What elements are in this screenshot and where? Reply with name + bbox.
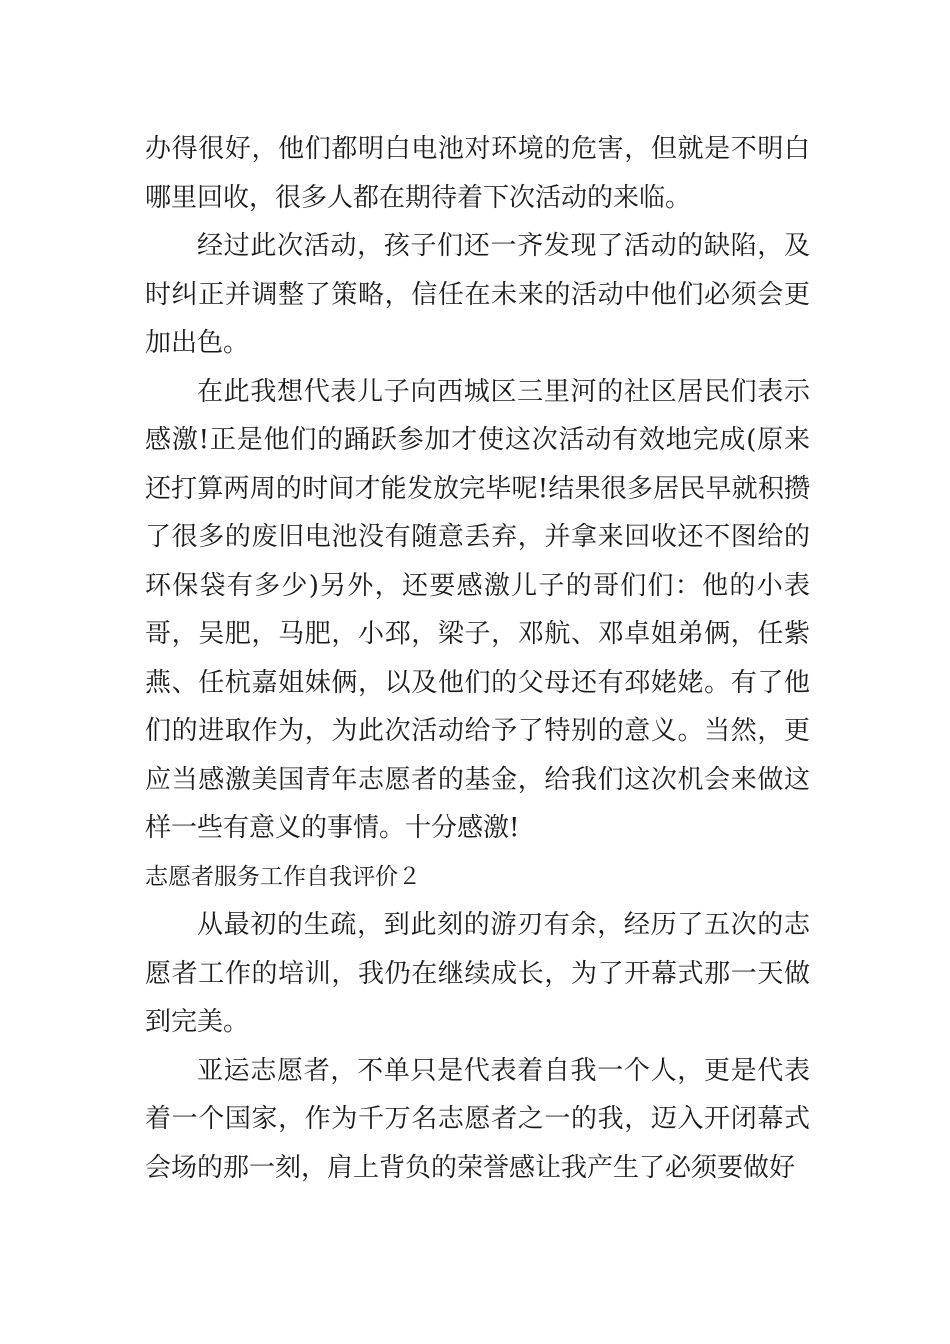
section-title: 志愿者服务工作自我评价２: [145, 863, 421, 890]
paragraph-continued: 办得很好，他们都明白电池对环境的危害，但就是不明白哪里回收，很多人都在期待着下次活动的来临。: [145, 134, 810, 213]
paragraph-asian-games-volunteer: 亚运志愿者，不单只是代表着自我一个人，更是代表着一个国家，作为千万名志愿者之一的我，迈入开闭幕式会场的那一刻，肩上背负的荣誉感让我产生了必须要做好: [145, 1055, 810, 1183]
paragraph-activity-review: 经过此次活动，孩子们还一齐发现了活动的缺陷，及时纠正并调整了策略，信任在未来的活动中他们必须会更加出色。: [145, 231, 810, 358]
paragraph-thanks: 在此我想代表儿子向西城区三里河的社区居民们表示感激!正是他们的踊跃参加才使这次活动有效地完成(原来还打算两周的时间才能发放完毕呢!结果很多居民早就积攒了很多的废旧电池没有随意丢弃，并拿来回收还不图给的环保袋有多少)另外，还要感激儿子的哥们们：他的小表哥，吴肥，马肥，小邳，梁子，邓航、邓卓姐弟俩，任紫燕、任杭嘉姐妹俩，以及他们的父母还有邳姥姥。有了他们的进取作为，为此次活动给予了特别的意义。当然，更应当感激美国青年志愿者的基金，给我们这次机会来做这样一些有意义的事情。十分感激!: [145, 376, 810, 843]
document-body: [145, 125, 810, 1192]
paragraph-training: 从最初的生疏，到此刻的游刃有余，经历了五次的志愿者工作的培训，我仍在继续成长，为了开幕式那一天做到完美。: [145, 910, 810, 1037]
